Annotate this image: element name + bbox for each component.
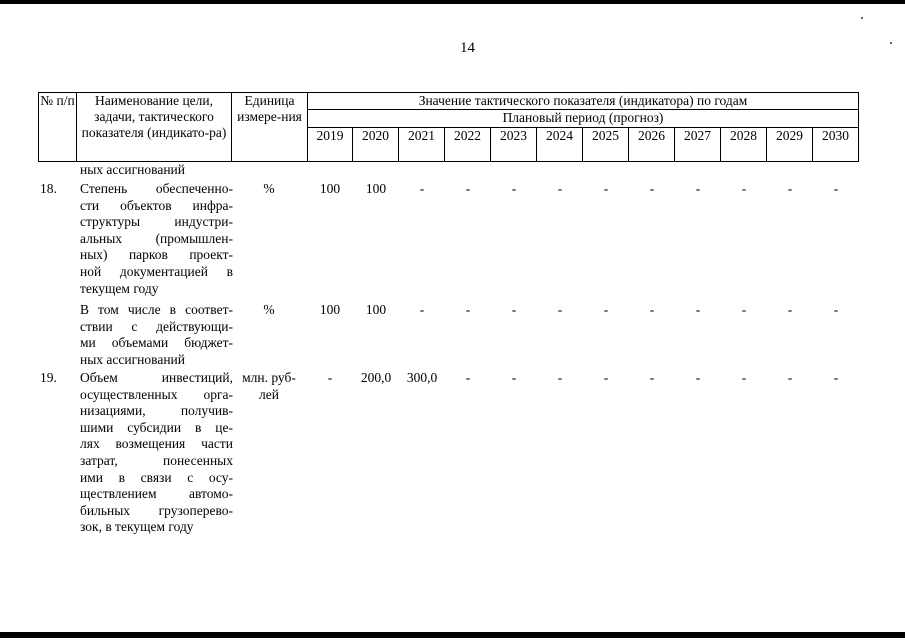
row-value: 100 — [365, 181, 387, 196]
header-year: 2020 — [353, 128, 399, 162]
row-value: - — [465, 370, 471, 385]
row-unit: млн. руб- — [242, 370, 296, 385]
row-unit: лей — [259, 386, 279, 402]
row-value: 100 — [319, 181, 341, 196]
row-value: - — [603, 302, 609, 317]
row-unit: % — [263, 302, 275, 317]
row-value: 300,0 — [406, 370, 438, 385]
row-value: 100 — [365, 302, 387, 317]
row-value: - — [603, 181, 609, 196]
header-num: № п/п — [39, 93, 77, 162]
row-value: - — [787, 302, 793, 317]
row-number: 18. — [40, 181, 57, 196]
indicator-table-header — [38, 92, 859, 162]
header-year: 2024 — [537, 128, 583, 162]
row-value: - — [419, 181, 425, 196]
row-name-line: ных) парков проект- — [80, 247, 233, 263]
row-value: - — [511, 181, 517, 196]
row-value: - — [649, 302, 655, 317]
header-year: 2019 — [308, 128, 353, 162]
header-year: 2026 — [629, 128, 675, 162]
header-year: 2029 — [767, 128, 813, 162]
row-value: - — [557, 181, 563, 196]
header-name: Наименование цели, задачи, тактического показателя (индикато-ра) — [77, 93, 232, 162]
row-name-line: альных (промышлен- — [80, 230, 233, 246]
row-value: - — [419, 302, 425, 317]
scan-speck — [861, 17, 863, 19]
row-name-line: шими субсидии в це- — [80, 419, 233, 435]
row-value: - — [511, 370, 517, 385]
row-value: - — [465, 302, 471, 317]
row-name-line: ми объемами бюджет- — [80, 335, 233, 351]
page-number: 14 — [460, 40, 475, 56]
row-value: - — [787, 370, 793, 385]
row-value: - — [695, 181, 701, 196]
row-name-line: осуществленных орга- — [80, 386, 233, 402]
header-year: 2028 — [721, 128, 767, 162]
header-period: Плановый период (прогноз) — [308, 110, 859, 128]
row-name-line: низациями, получив- — [80, 403, 233, 419]
header-year: 2027 — [675, 128, 721, 162]
row-value: 100 — [319, 302, 341, 317]
row-value: - — [833, 370, 839, 385]
header-year: 2030 — [813, 128, 859, 162]
row-name-line: бильных грузоперево- — [80, 502, 233, 518]
row-value: - — [741, 181, 747, 196]
row-value: - — [603, 370, 609, 385]
row-value: - — [327, 370, 333, 385]
row-name-line: ими в связи с осу- — [80, 469, 233, 485]
row-value: - — [465, 181, 471, 196]
row-value: - — [557, 302, 563, 317]
header-year: 2023 — [491, 128, 537, 162]
row-value: - — [833, 302, 839, 317]
row-name-line: ствии с действующи- — [80, 318, 233, 334]
row-unit: % — [263, 181, 275, 196]
continuation-text: ных ассигнований — [80, 162, 185, 177]
row-value: - — [833, 181, 839, 196]
row-value: - — [695, 302, 701, 317]
row-name-line: сти объектов инфра- — [80, 197, 233, 213]
row-value: - — [741, 370, 747, 385]
row-name-line: В том числе в соответ- — [80, 302, 233, 317]
row-name-line: ществлением автомо- — [80, 486, 233, 502]
header-values: Значение тактического показателя (индикатора) по годам — [308, 93, 859, 110]
row-value: - — [649, 370, 655, 385]
row-name-line: ной документацией в — [80, 264, 233, 279]
row-value: - — [695, 370, 701, 385]
row-name-line: затрат, понесенных — [80, 453, 233, 468]
row-name-line: Степень обеспеченно- — [80, 181, 233, 196]
header-year: 2021 — [399, 128, 445, 162]
header-year: 2025 — [583, 128, 629, 162]
row-value: - — [557, 370, 563, 385]
row-number: 19. — [40, 370, 57, 385]
row-name-line: Объем инвестиций, — [80, 370, 233, 385]
row-value: 200,0 — [360, 370, 392, 385]
row-value: - — [787, 181, 793, 196]
row-value: - — [511, 302, 517, 317]
header-unit: Единица измере-ния — [232, 93, 308, 162]
row-name-line: текущем году — [80, 280, 159, 296]
row-value: - — [741, 302, 747, 317]
top-border-rule — [0, 0, 905, 4]
row-name-line: ных ассигнований — [80, 351, 185, 367]
row-name-line: лях возмещения части — [80, 436, 233, 452]
row-value: - — [649, 181, 655, 196]
row-name-line: зок, в текущем году — [80, 519, 194, 535]
bottom-border-rule — [0, 632, 905, 638]
header-year: 2022 — [445, 128, 491, 162]
row-name-line: структуры индустри- — [80, 214, 233, 230]
